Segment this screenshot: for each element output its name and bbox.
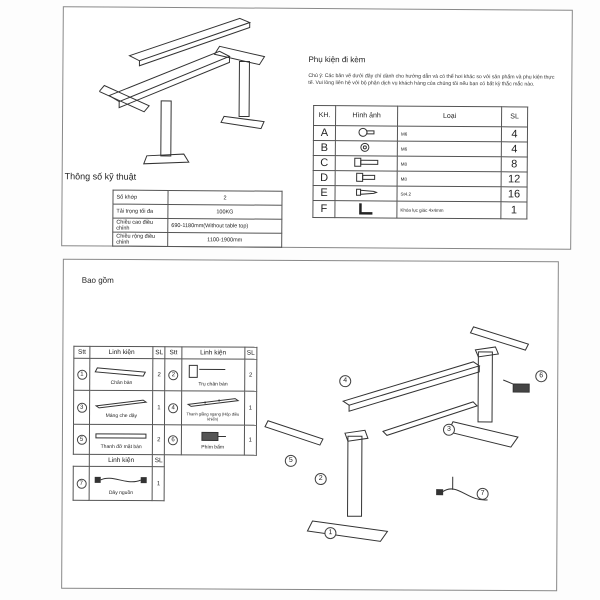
cable-tray-icon bbox=[93, 396, 149, 410]
callout-5: 5 bbox=[285, 455, 297, 467]
column-header-qty: SL bbox=[153, 347, 165, 359]
qty-cell: 1 bbox=[244, 425, 256, 455]
screw-icon bbox=[357, 127, 375, 137]
table-header-row bbox=[74, 346, 257, 359]
column-header-stt: Stt bbox=[74, 346, 90, 358]
exploded-assembly-diagram bbox=[262, 321, 553, 573]
type-cell: Khóa lục giác 4x4mm bbox=[397, 201, 501, 219]
code-cell: E bbox=[313, 185, 335, 200]
qty-cell: 1 bbox=[152, 467, 164, 501]
code-cell: A bbox=[313, 125, 335, 140]
column-header-part: Linh kiện bbox=[90, 454, 153, 466]
type-cell: M8 bbox=[397, 171, 501, 187]
image-cell bbox=[335, 201, 397, 218]
column-header-qty: SL bbox=[153, 455, 165, 467]
part-name: Máng che dây bbox=[105, 412, 138, 419]
part-name: Chân bàn bbox=[110, 379, 133, 386]
table-row bbox=[313, 170, 527, 186]
callout-4: 4 bbox=[339, 375, 351, 387]
item-number: 6 bbox=[168, 435, 178, 445]
column-header-part: Linh kiện bbox=[182, 347, 245, 359]
table-row bbox=[313, 185, 527, 201]
desk-frame-illustration bbox=[99, 15, 270, 176]
code-cell: F bbox=[313, 200, 335, 217]
part-cell bbox=[90, 424, 153, 454]
item-number: 7 bbox=[76, 478, 86, 488]
spec-value: 1100-1900mm bbox=[168, 232, 282, 247]
table-header-row bbox=[73, 454, 256, 467]
image-cell bbox=[335, 156, 397, 171]
wood-screw-icon bbox=[355, 187, 377, 197]
part-name: Trụ chân bàn bbox=[198, 380, 228, 388]
code-cell: C bbox=[313, 155, 335, 170]
qty-cell: 4 bbox=[501, 142, 527, 157]
type-cell: M6 bbox=[397, 141, 501, 157]
power-cord-icon bbox=[93, 471, 149, 487]
table-row bbox=[113, 204, 282, 219]
type-cell: M6 bbox=[397, 126, 501, 142]
qty-cell: 8 bbox=[501, 157, 527, 172]
qty-cell: 2 bbox=[153, 425, 165, 455]
column-header-code: KH. bbox=[314, 105, 336, 125]
image-cell bbox=[335, 141, 397, 156]
item-number: 3 bbox=[77, 402, 87, 412]
washer-icon bbox=[357, 142, 375, 152]
accessories-title: Phụ kiện đi kèm bbox=[308, 54, 366, 65]
table-row bbox=[74, 390, 257, 425]
type-cell: M8 bbox=[397, 156, 501, 172]
qty-cell: 1 bbox=[501, 202, 527, 219]
table-row bbox=[113, 190, 282, 205]
item-number: 4 bbox=[168, 403, 178, 413]
image-cell bbox=[335, 171, 397, 186]
column-header-stt: Stt bbox=[165, 347, 181, 359]
spec-value: 690-1180mm(Without table top) bbox=[168, 218, 282, 233]
part-name: Dây nguồn bbox=[108, 489, 134, 496]
spec-label: Chiều cao điều chỉnh bbox=[113, 218, 168, 232]
accessories-table bbox=[312, 105, 528, 219]
includes-title: Bao gồm bbox=[81, 275, 114, 285]
part-name: Thanh đỡ mặt bàn bbox=[100, 443, 142, 450]
keypad-icon bbox=[198, 430, 228, 442]
top-support-icon bbox=[93, 429, 149, 441]
code-cell: B bbox=[313, 140, 335, 155]
spec-value: 100KG bbox=[168, 204, 282, 219]
column-header-qty: SL bbox=[245, 347, 257, 359]
accessories-note: Chú ý: Các bản vẽ dưới đây chỉ dành cho hướng dẫn và có thể hơi khác so với sản phẩm và phụ kiện thực tế. Vui lòng liên hệ với bộ phận dịch vụ khách hàng của chúng tôi nếu bạn có bất kỳ thắc mắc nào. bbox=[308, 72, 555, 88]
bolt-icon bbox=[353, 157, 379, 167]
part-cell bbox=[181, 425, 244, 455]
part-cell bbox=[89, 466, 152, 500]
column-header-part: Linh kiện bbox=[90, 346, 153, 358]
item-number: 2 bbox=[168, 370, 178, 380]
code-cell: D bbox=[313, 170, 335, 185]
table-row bbox=[313, 140, 527, 156]
callout-7: 7 bbox=[477, 488, 489, 500]
spec-value: 2 bbox=[168, 190, 282, 205]
hex-key-icon bbox=[357, 201, 375, 215]
specs-accessories-panel bbox=[61, 6, 573, 250]
table-header-row bbox=[314, 105, 528, 126]
image-cell bbox=[335, 126, 397, 141]
callout-1: 1 bbox=[324, 527, 336, 539]
column-header-type: Loại bbox=[398, 106, 502, 127]
item-number: 5 bbox=[77, 434, 87, 444]
leg-column-icon bbox=[185, 363, 241, 379]
table-row bbox=[73, 466, 256, 501]
bolt-icon bbox=[355, 172, 377, 182]
image-cell bbox=[335, 186, 397, 201]
item-number: 1 bbox=[77, 369, 87, 379]
qty-cell: 1 bbox=[244, 391, 256, 425]
column-header-qty: SL bbox=[502, 107, 528, 127]
table-row bbox=[113, 218, 282, 233]
column-header-image: Hình ảnh bbox=[336, 106, 398, 126]
table-row bbox=[313, 125, 527, 141]
part-cell bbox=[181, 359, 244, 391]
table-row bbox=[313, 200, 527, 218]
qty-cell: 16 bbox=[501, 187, 527, 202]
spec-label: Chiều rộng điều chỉnh bbox=[113, 232, 168, 246]
table-row bbox=[74, 358, 257, 391]
callout-6: 6 bbox=[535, 370, 547, 382]
spec-label: Tải trọng tối đa bbox=[113, 204, 168, 218]
type-cell: St4.2 bbox=[397, 186, 501, 202]
callout-2: 2 bbox=[315, 473, 327, 485]
part-name: Phím bấm bbox=[201, 443, 225, 451]
callout-3: 3 bbox=[443, 424, 455, 436]
specs-title: Thông số kỹ thuật bbox=[64, 171, 137, 182]
part-cell bbox=[90, 358, 153, 390]
parts-table bbox=[73, 346, 258, 502]
qty-cell: 2 bbox=[244, 359, 256, 391]
specs-table bbox=[112, 190, 282, 248]
crossbar-icon bbox=[185, 395, 241, 409]
spec-label: Số khớp bbox=[113, 190, 168, 204]
table-row bbox=[313, 155, 527, 171]
part-name: Thanh giằng ngang (Hộp điều khiển) bbox=[186, 410, 240, 422]
qty-cell: 4 bbox=[501, 127, 527, 142]
part-cell bbox=[181, 391, 244, 425]
qty-cell: 1 bbox=[153, 391, 165, 425]
qty-cell: 12 bbox=[501, 172, 527, 187]
includes-panel bbox=[61, 259, 559, 592]
foot-base-icon bbox=[94, 363, 150, 377]
table-row bbox=[73, 424, 256, 455]
table-row bbox=[113, 232, 282, 247]
part-cell bbox=[90, 390, 153, 424]
qty-cell: 2 bbox=[153, 359, 165, 391]
